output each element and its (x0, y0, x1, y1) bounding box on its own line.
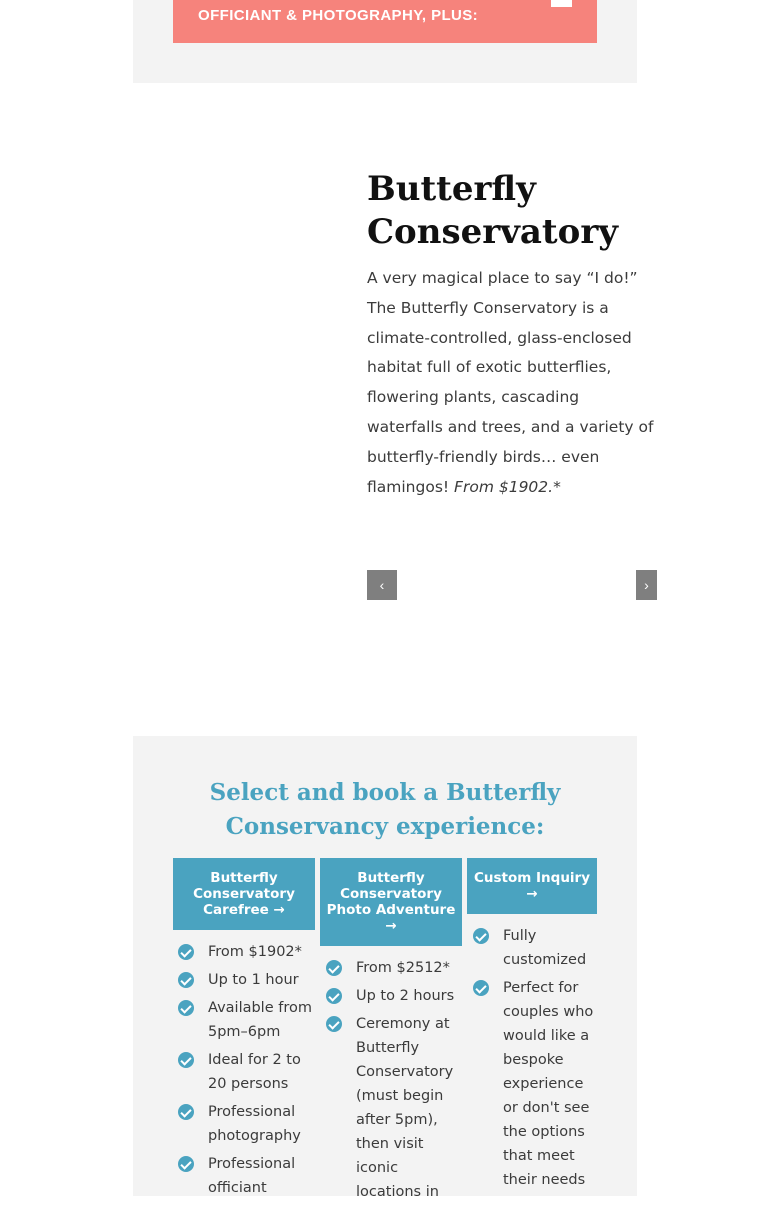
venue-price-note: From $1902.* (454, 477, 561, 496)
booking-heading: Select and book a Butterfly Conservancy experience: (209, 779, 561, 840)
check-circle-icon (178, 1052, 194, 1068)
slider-prev-button[interactable] (367, 570, 397, 600)
check-circle-icon (326, 1016, 342, 1032)
check-circle-icon (473, 980, 489, 996)
venue-title: Butterfly Conservatory (367, 169, 618, 252)
check-circle-icon (178, 1156, 194, 1172)
list-item: From $2512* (326, 956, 460, 980)
list-item: Available from 5pm–6pm (178, 996, 318, 1044)
chevron-right-icon: › (644, 577, 649, 593)
custom-inquiry-button[interactable] (467, 858, 597, 914)
promo-accordion[interactable] (173, 0, 597, 43)
package-label: Butterfly Conservatory Carefree → (193, 870, 295, 918)
venue-description-text: A very magical place to say “I do!” The Butterfly Conservatory is a climate-controlled, glass-enclosed habitat full of exotic butterflies, flowering plants, cascading waterfalls and trees, and a variety of butterfly-friendly birds… even flamingos! (367, 269, 654, 496)
promo-panel (133, 0, 637, 83)
arrow-right-icon: → (385, 918, 397, 934)
photo-adventure-feature-list (326, 956, 460, 1208)
package-label: Custom Inquiry → (473, 870, 591, 902)
check-circle-icon (178, 944, 194, 960)
list-item: Professional officiant (178, 1152, 318, 1200)
check-circle-icon (178, 1104, 194, 1120)
carefree-feature-list (178, 940, 318, 1204)
check-circle-icon (473, 928, 489, 944)
slider-next-button[interactable] (636, 570, 657, 600)
arrow-right-icon: → (526, 886, 538, 902)
venue-description (367, 264, 659, 502)
chevron-left-icon: ‹ (379, 577, 385, 593)
check-circle-icon (178, 972, 194, 988)
promo-label: OFFICIANT & PHOTOGRAPHY, PLUS: (198, 7, 479, 24)
list-item: Professional photography (178, 1100, 318, 1148)
package-label: Butterfly Conservatory Photo Adventure → (326, 870, 456, 934)
list-item: Perfect for couples who would like a bespoke experience or don't see the options that meet their needs (473, 976, 601, 1192)
arrow-right-icon: → (273, 902, 285, 918)
list-item: Up to 1 hour (178, 968, 318, 992)
carefree-package-button[interactable] (173, 858, 315, 930)
photo-adventure-package-button[interactable] (320, 858, 462, 946)
check-circle-icon (326, 988, 342, 1004)
check-circle-icon (326, 960, 342, 976)
check-circle-icon (178, 1000, 194, 1016)
booking-panel (133, 736, 637, 1200)
list-item: From $1902* (178, 940, 318, 964)
list-item: Ceremony at Butterfly Conservatory (must begin after 5pm), then visit iconic locations in (326, 1012, 460, 1204)
list-item: Fully customized (473, 924, 601, 972)
list-item: Up to 2 hours (326, 984, 460, 1008)
custom-inquiry-feature-list (473, 924, 601, 1196)
expand-toggle-icon[interactable] (551, 0, 572, 7)
list-item: Ideal for 2 to 20 persons (178, 1048, 318, 1096)
